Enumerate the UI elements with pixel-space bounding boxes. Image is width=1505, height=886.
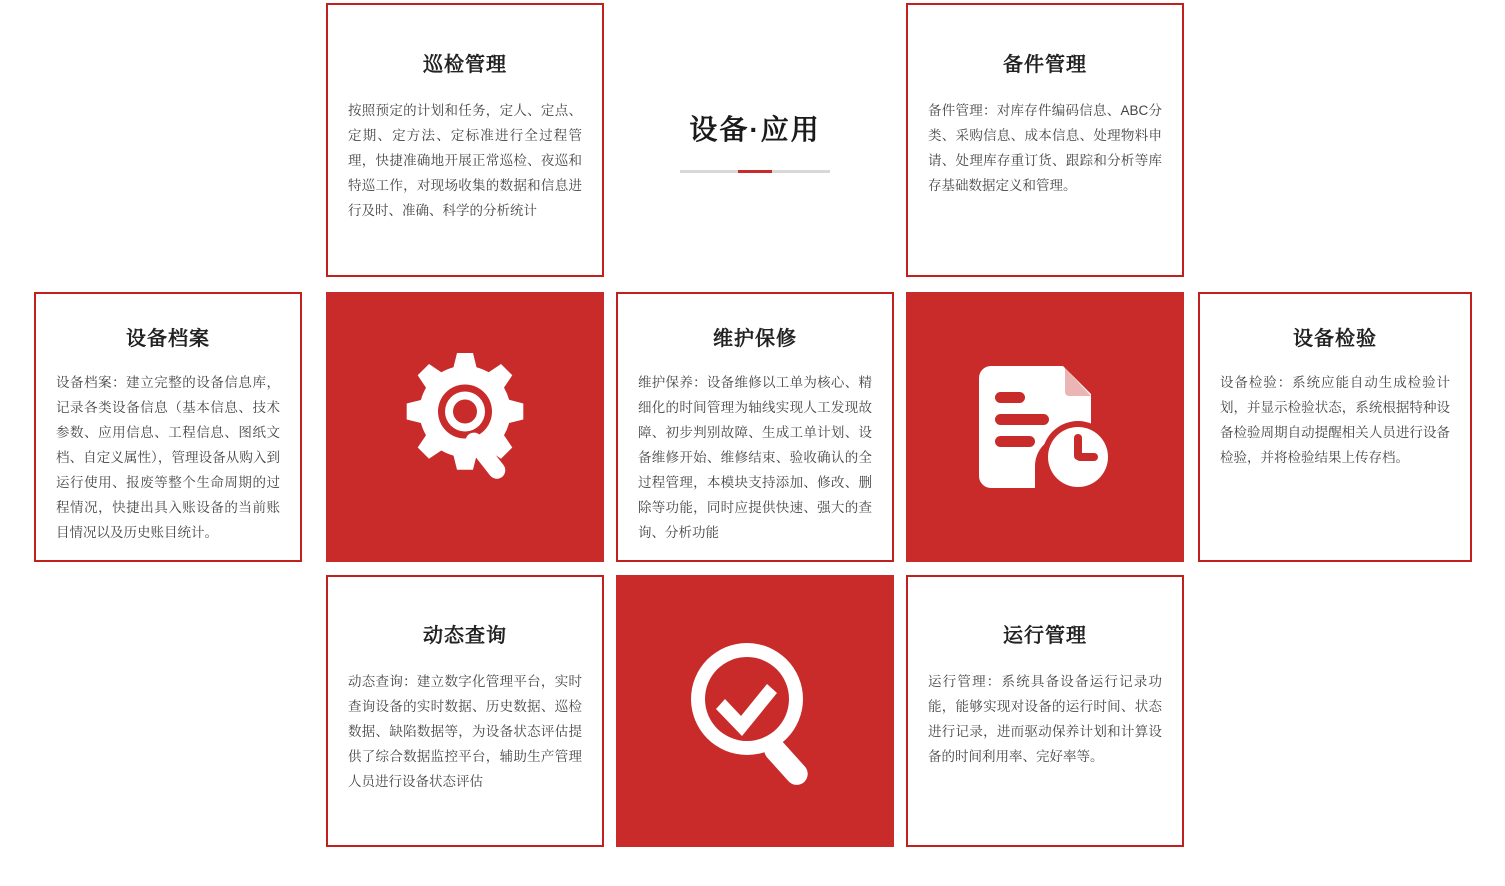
card-equipment-inspection[interactable] [1198, 292, 1472, 562]
card-equipment-archive[interactable] [34, 292, 302, 562]
card-operation-management[interactable] [906, 575, 1184, 847]
card-title: 维护保修 [713, 328, 797, 350]
card-inspection-management[interactable] [326, 3, 604, 277]
tile-document-clock [906, 292, 1184, 562]
tile-search-check [616, 575, 894, 847]
document-clock-icon [965, 352, 1125, 502]
page-title: 设备·应用 [689, 113, 821, 145]
search-check-icon [675, 631, 835, 791]
card-body: 运行管理：系统具备设备运行记录功能，能够实现对设备的运行时间、状态进行记录，进而驱动保养计划和计算设备的时间利用率、完好率等。 [928, 674, 1162, 764]
card-body: 维护保养：设备维修以工单为核心、精细化的时间管理为轴线实现人工发现故障、初步判别故障、生成工单计划、设备维修开始、维修结束、验收确认的全过程管理，本模块支持添加、修改、删除等功能，同时应提供快速、强大的查询、分析功能 [638, 375, 872, 540]
card-spare-parts-management[interactable] [906, 3, 1184, 277]
card-body: 动态查询：建立数字化管理平台，实时查询设备的实时数据、历史数据、巡检数据、缺陷数据等，为设备状态评估提供了综合数据监控平台，辅助生产管理人员进行设备状态评估 [348, 674, 582, 789]
card-body: 设备档案：建立完整的设备信息库，记录各类设备信息（基本信息、技术参数、应用信息、工程信息、图纸文档、自定义属性），管理设备从购入到运行使用、报废等整个生命周期的过程情况，快捷出具入账设备的当前账目情况以及历史账目统计。 [56, 375, 280, 540]
card-dynamic-query[interactable] [326, 575, 604, 847]
card-title: 备件管理 [1003, 54, 1087, 76]
card-body: 设备检验：系统应能自动生成检验计划，并显示检验状态，系统根据特种设备检验周期自动提醒相关人员进行设备检验，并将检验结果上传存档。 [1220, 375, 1450, 465]
card-title: 设备档案 [126, 328, 210, 350]
card-title: 巡检管理 [423, 54, 507, 76]
card-maintenance-repair[interactable] [616, 292, 894, 562]
card-title: 运行管理 [1003, 625, 1087, 647]
gear-wrench-icon [385, 347, 545, 507]
tile-gear-wrench [326, 292, 604, 562]
card-title: 设备检验 [1293, 328, 1377, 350]
card-body: 备件管理：对库存件编码信息、ABC分类、采购信息、成本信息、处理物料申请、处理库存重订货、跟踪和分析等库存基础数据定义和管理。 [928, 103, 1162, 193]
card-body: 按照预定的计划和任务，定人、定点、定期、定方法、定标准进行全过程管理，快捷准确地开展正常巡检、夜巡和特巡工作，对现场收集的数据和信息进行及时、准确、科学的分析统计 [348, 103, 582, 218]
title-divider [680, 170, 830, 173]
card-title: 动态查询 [423, 625, 507, 647]
center-heading-block [605, 0, 905, 280]
